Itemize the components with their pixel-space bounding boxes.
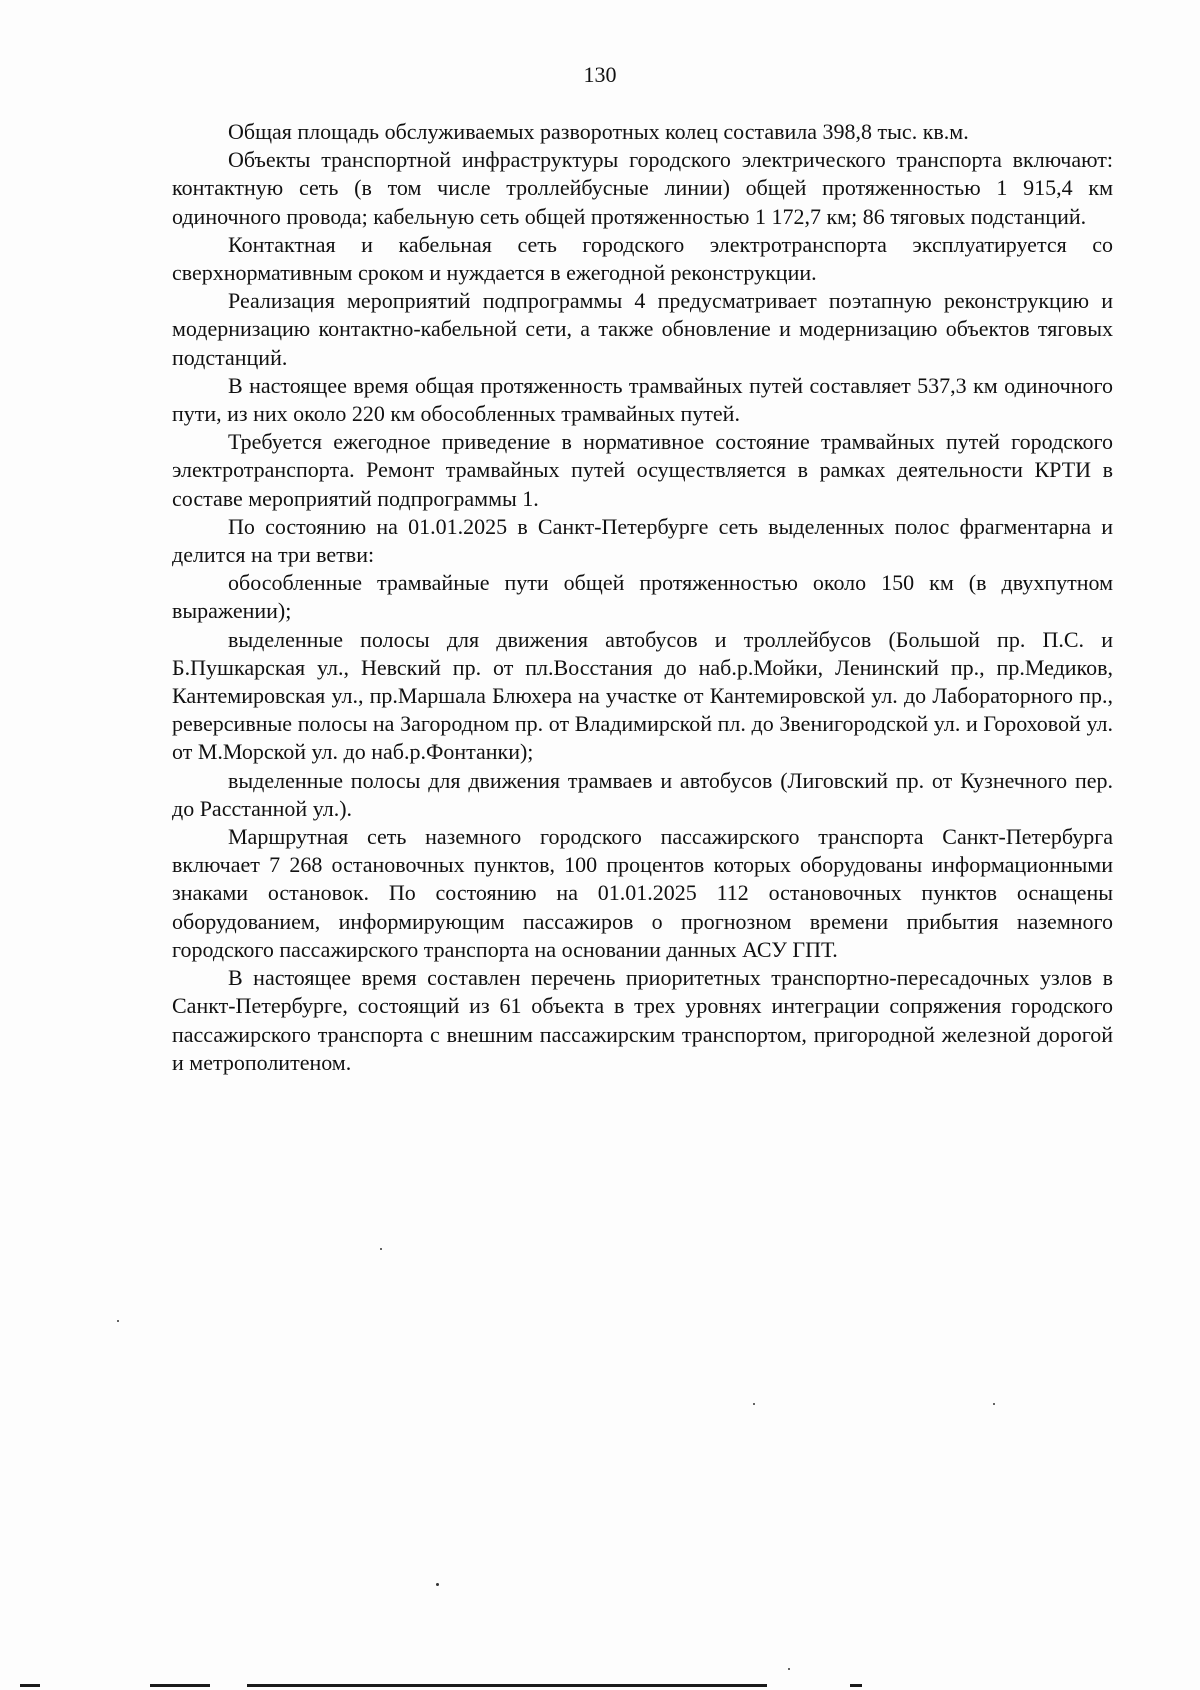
scan-speck bbox=[753, 1403, 755, 1405]
scan-speck bbox=[788, 1668, 790, 1670]
list-item-tram-tracks: обособленные трамвайные пути общей протяженностью около 150 км (в двухпутном выражении); bbox=[172, 570, 1113, 624]
scan-speck bbox=[436, 1583, 439, 1586]
document-body bbox=[172, 118, 1113, 1077]
scan-speck bbox=[380, 1248, 382, 1250]
paragraph-network-condition: Контактная и кабельная сеть городского электротранспорта эксплуатируется со сверхнормативным сроком и нуждается в ежегодной реконструкции. bbox=[172, 231, 1113, 286]
page-number: 130 bbox=[583, 62, 617, 87]
scan-artifact-line bbox=[150, 1684, 210, 1687]
scan-bottom-edge bbox=[0, 1680, 1200, 1690]
paragraph-infrastructure-objects: Объекты транспортной инфраструктуры городского электрического транспорта включают: контактную сеть (в том числе троллейбусные линии) общей протяженностью 1 915,4 км одиночного провода; кабельную сеть общей протяженностью 1 172,7 км; 86 тяговых подстанций. bbox=[172, 147, 1113, 229]
paragraph-subprogram-4: Реализация мероприятий подпрограммы 4 предусматривает поэтапную реконструкцию и модернизацию контактно-кабельной сети, а также обновление и модернизацию объектов тяговых подстанций. bbox=[172, 288, 1113, 370]
paragraph-transfer-hubs: В настоящее время составлен перечень приоритетных транспортно-пересадочных узлов в Санкт-Петербурге, состоящий из 61 объекта в трех уровнях интеграции сопряжения городского пассажирского транспорта с внешним пассажирским транспортом, пригородной железной дорогой и метрополитеном. bbox=[172, 965, 1113, 1075]
scan-artifact-line bbox=[850, 1684, 862, 1687]
paragraph-ring-area: Общая площадь обслуживаемых разворотных колец составила 398,8 тыс. кв.м. bbox=[228, 119, 969, 144]
list-item-tram-bus-lanes: выделенные полосы для движения трамваев и автобусов (Лиговский пр. от Кузнечного пер. до Расстанной ул.). bbox=[172, 767, 1113, 821]
scan-artifact-line bbox=[247, 1684, 767, 1687]
scan-speck bbox=[117, 1320, 119, 1322]
scan-artifact-line bbox=[20, 1684, 40, 1687]
paragraph-dedicated-lanes-intro: По состоянию на 01.01.2025 в Санкт-Петербурге сеть выделенных полос фрагментарна и делится на три ветви: bbox=[172, 513, 1113, 568]
list-item-bus-trolleybus-lanes: выделенные полосы для движения автобусов и троллейбусов (Большой пр. П.С. и Б.Пушкарская ул., Невский пр. от пл.Восстания до наб.р.Мойки, Ленинский пр., пр.Медиков, Кантемировская ул., пр.Маршала Блюхера на участке от Кантемировской ул. до Лабораторного пр., реверсивные полосы на Загородном пр. от Владимирской пл. до Звенигородской ул. и Гороховой ул. от М.Морской ул. до наб.р.Фонтанки); bbox=[172, 626, 1113, 765]
paragraph-route-network: Маршрутная сеть наземного городского пассажирского транспорта Санкт-Петербурга включает 7 268 остановочных пунктов, 100 процентов которых оборудованы информационными знаками остановок. По состоянию на 01.01.2025 112 остановочных пунктов оснащены оборудованием, информирующим пассажиров о прогнозном времени прибытия наземного городского пассажирского транспорта на основании данных АСУ ГПТ. bbox=[172, 824, 1113, 962]
paragraph-tram-track-length: В настоящее время общая протяженность трамвайных путей составляет 537,3 км одиночного пути, из них около 220 км обособленных трамвайных путей. bbox=[172, 372, 1113, 427]
scan-speck bbox=[993, 1403, 995, 1405]
paragraph-tram-track-repair: Требуется ежегодное приведение в нормативное состояние трамвайных путей городского электротранспорта. Ремонт трамвайных путей осуществляется в рамках деятельности КРТИ в составе мероприятий подпрограммы 1. bbox=[172, 429, 1113, 511]
